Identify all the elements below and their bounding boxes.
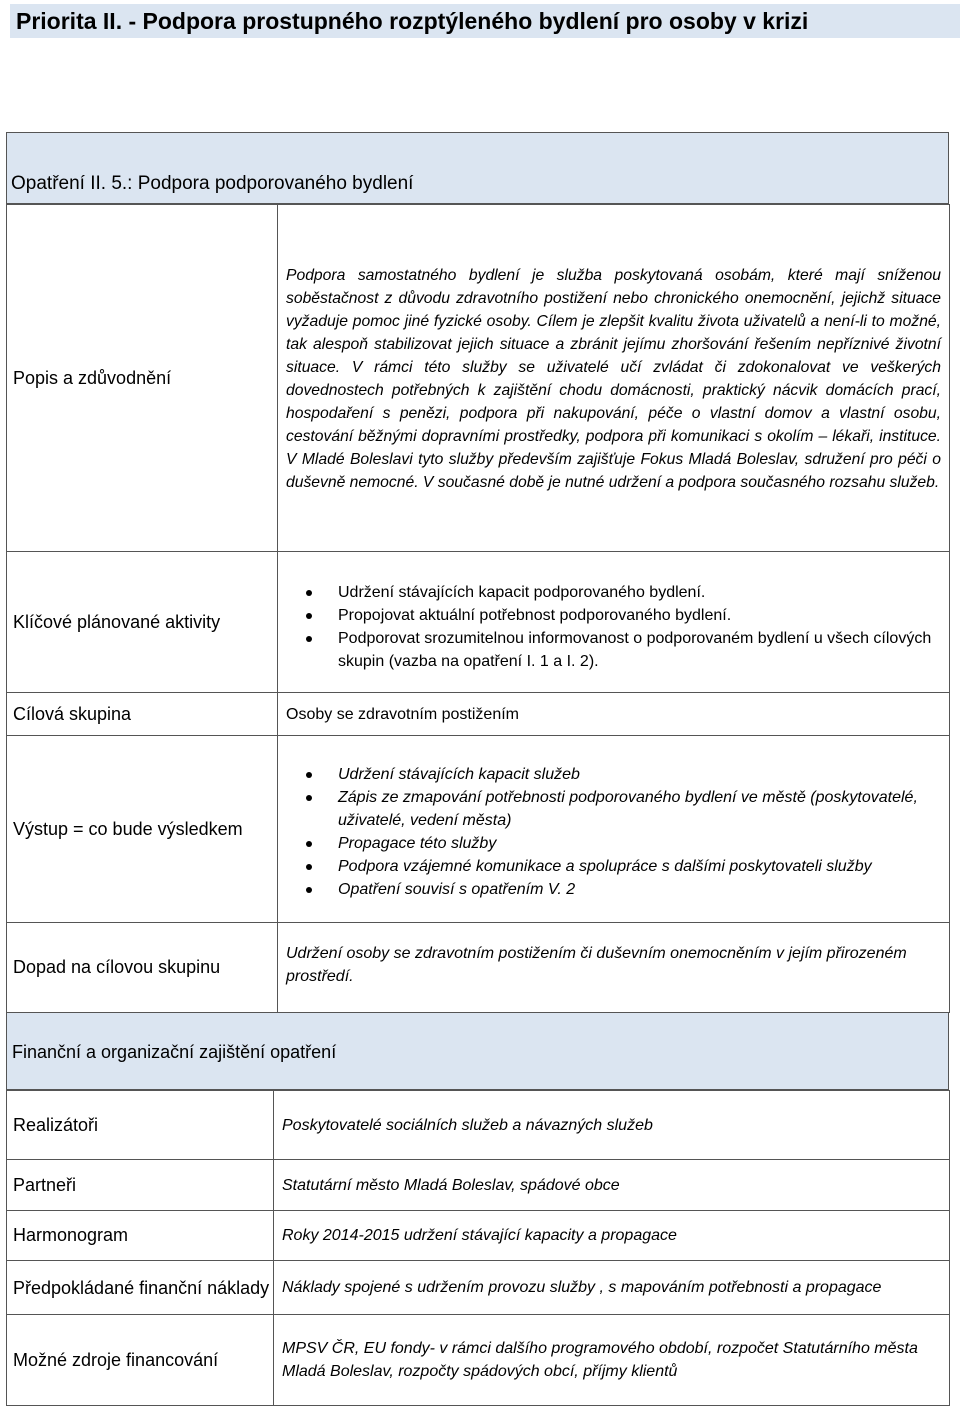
aktivity-cell <box>278 552 950 693</box>
finance-table <box>6 1090 950 1406</box>
finance-row <box>7 1261 950 1315</box>
finance-label: Předpokládané finanční náklady <box>7 1261 274 1315</box>
vystup-list <box>288 763 939 901</box>
row-popis <box>7 205 950 552</box>
aktivity-label: Klíčové plánované aktivity <box>7 552 278 693</box>
row-vystup <box>7 736 950 923</box>
row-dopad <box>7 923 950 1013</box>
finance-label: Realizátoři <box>7 1091 274 1160</box>
finance-row <box>7 1315 950 1406</box>
skupina-text: Osoby se zdravotním postižením <box>278 693 950 736</box>
finance-value: Statutární město Mladá Boleslav, spádové obce <box>274 1160 950 1211</box>
row-skupina <box>7 693 950 736</box>
vystup-label: Výstup = co bude výsledkem <box>7 736 278 923</box>
finance-value: Náklady spojené s udržením provozu služby , s mapováním potřebnosti a propagace <box>274 1261 950 1315</box>
finance-label: Možné zdroje financování <box>7 1315 274 1406</box>
finance-row <box>7 1160 950 1211</box>
finance-label: Harmonogram <box>7 1211 274 1261</box>
aktivity-item: Podporovat srozumitelnou informovanost o podporovaném bydlení u všech cílových skupin (vazba na opatření I. 1 a I. 2). <box>288 627 939 673</box>
finance-row <box>7 1211 950 1261</box>
popis-text: Podpora samostatného bydlení je služba poskytovaná osobám, které mají sníženou soběstačnost z důvodu zdravotního postižení nebo chronického onemocnění, jejichž situace vyžaduje pomoc jiné fyzické osoby. Cílem je zlepšit kvalitu života uživatelů a není-li to možné, tak alespoň stabilizovat jejich situace a zbránit jejímu zhoršování řešením nepříznivé životní situace. V rámci této služby se uživatelé učí zvládat či zdokonalovat ve veškerých dovednostech potřebných k zajištění chodu domácnosti, praktický nácvik domácích prací, hospodaření s penězi, podpora při nakupování, péče o vlastní domov a vlastní osobu, cestování běžnými dopravními prostředky, podpora při komunikaci s okolím – lékaři, instituce. V Mladé Boleslavi tyto služby především zajišťuje Fokus Mladá Boleslav, sdružení pro péči o duševně nemocné. V současné době je nutné udržení a podpora současného rozsahu služeb. <box>278 205 950 552</box>
row-aktivity <box>7 552 950 693</box>
finance-value: Poskytovatelé sociálních služeb a návazných služeb <box>274 1091 950 1160</box>
measure-title: Opatření II. 5.: Podpora podporovaného bydlení <box>6 132 949 204</box>
finance-value: MPSV ČR, EU fondy- v rámci dalšího programového období, rozpočet Statutárního města Mladá Boleslav, rozpočty spádových obcí, příjmy klientů <box>274 1315 950 1406</box>
aktivity-list <box>288 581 939 673</box>
vystup-item: Opatření souvisí s opatřením V. 2 <box>288 878 939 901</box>
measure-table <box>6 204 950 1013</box>
finance-row <box>7 1091 950 1160</box>
dopad-text: Udržení osoby se zdravotním postižením či duševním onemocněním v jejím přirozeném prostředí. <box>278 923 950 1013</box>
dopad-label: Dopad na cílovou skupinu <box>7 923 278 1013</box>
vystup-cell <box>278 736 950 923</box>
page-title: Priorita II. - Podpora prostupného rozptýleného bydlení pro osoby v krizi <box>10 4 960 38</box>
finance-label: Partneři <box>7 1160 274 1211</box>
popis-label: Popis a zdůvodnění <box>7 205 278 552</box>
finance-heading: Finanční a organizační zajištění opatření <box>6 1012 949 1090</box>
finance-value: Roky 2014-2015 udržení stávající kapacity a propagace <box>274 1211 950 1261</box>
vystup-item: Udržení stávajících kapacit služeb <box>288 763 939 786</box>
skupina-label: Cílová skupina <box>7 693 278 736</box>
vystup-item: Podpora vzájemné komunikace a spolupráce s dalšími poskytovateli služby <box>288 855 939 878</box>
vystup-item: Propagace této služby <box>288 832 939 855</box>
aktivity-item: Udržení stávajících kapacit podporovaného bydlení. <box>288 581 939 604</box>
aktivity-item: Propojovat aktuální potřebnost podporovaného bydlení. <box>288 604 939 627</box>
vystup-item: Zápis ze zmapování potřebnosti podporovaného bydlení ve městě (poskytovatelé, uživatelé, vedení města) <box>288 786 939 832</box>
